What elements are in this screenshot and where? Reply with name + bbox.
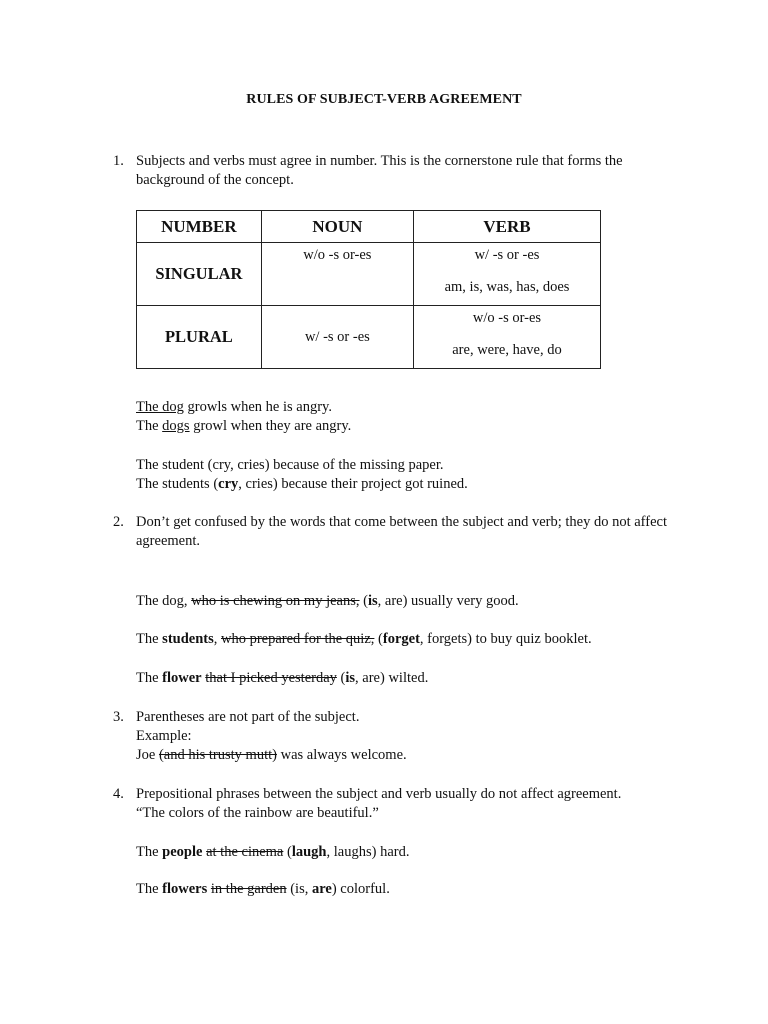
sentence-text: was always welcome. (276, 747, 407, 763)
verb-examples: are, were, have, do (452, 342, 562, 358)
sentence-text: , are) wilted. (355, 670, 429, 686)
bold-subject: people (162, 844, 203, 860)
sentence-text: The (136, 881, 163, 897)
sentence-text: The (136, 844, 163, 860)
sentence-text: growl when they are angry. (189, 418, 352, 434)
bold-subject: students (162, 631, 214, 647)
table-header-row (137, 211, 601, 243)
column-header: NOUN (261, 211, 413, 243)
verb-examples: am, is, was, has, does (444, 279, 570, 295)
noun-form: w/ -s or -es (304, 328, 370, 345)
example-sentence (136, 475, 468, 494)
rule-number: 1. (113, 153, 124, 169)
sentence-text: ( (336, 670, 346, 686)
rule-1 (113, 152, 673, 190)
bold-subject: flower (162, 670, 202, 686)
sentence-text: , cries) because their project got ruined. (238, 476, 468, 492)
struck-phrase: in the garden (210, 881, 287, 897)
row-header: PLURAL (137, 306, 262, 369)
bold-subject: flowers (162, 881, 208, 897)
rule-text: Prepositional phrases between the subject and verb usually do not affect agreement. (136, 786, 622, 802)
example-sentence (136, 746, 407, 765)
rule-number: 3. (113, 709, 124, 725)
table-cell (414, 243, 601, 306)
rule-text: Subjects and verbs must agree in number. This is the cornerstone rule that forms the background of the concept. (136, 153, 623, 188)
sentence-text: ( (283, 844, 292, 860)
column-header: VERB (414, 211, 601, 243)
rule-2 (113, 513, 673, 551)
sentence-text: The (136, 631, 163, 647)
sentence-text: The students ( (136, 476, 219, 492)
example-sentence (136, 456, 443, 475)
bold-verb: forget (382, 631, 420, 647)
verb-cell (414, 306, 600, 360)
verb-cell (414, 243, 600, 297)
sentence-text: The student (cry, cries) because of the missing paper. (136, 457, 444, 473)
bold-verb: are (311, 881, 332, 897)
sentence-text: (is, (286, 881, 312, 897)
verb-form: w/ -s or -es (474, 247, 540, 263)
sentence-text: , are) usually very good. (377, 593, 519, 609)
table-row (137, 306, 601, 369)
underlined-subject: The dog (136, 399, 184, 415)
sentence-text: The (136, 670, 163, 686)
example-sentence (136, 630, 592, 649)
sentence-text: The dog, (136, 593, 192, 609)
example-sentence (136, 417, 351, 436)
sentence-text: Joe (136, 747, 159, 763)
struck-phrase: at the cinema (206, 844, 284, 860)
table-cell (414, 306, 601, 369)
sentence-text: ( (359, 593, 368, 609)
bold-verb: is (367, 593, 378, 609)
struck-phrase: who is chewing on my jeans, (191, 593, 360, 609)
quoted-example: “The colors of the rainbow are beautiful.” (136, 805, 379, 821)
verb-form: w/o -s or-es (472, 310, 542, 326)
sentence-text: ) colorful. (331, 881, 390, 897)
struck-phrase: who prepared for the quiz, (221, 631, 375, 647)
table-cell (261, 306, 413, 369)
rule-number: 2. (113, 514, 124, 530)
sentence-text: ( (374, 631, 383, 647)
sentence-text: growls when he is angry. (183, 399, 332, 415)
sentence-text: The (136, 418, 163, 434)
example-sentence (136, 669, 428, 688)
noun-form: w/o -s or-es (303, 247, 372, 263)
rule-text: Don’t get confused by the words that come between the subject and verb; they do not affect agreement. (136, 514, 667, 549)
page-title: RULES OF SUBJECT-VERB AGREEMENT (246, 92, 522, 107)
struck-phrase: that I picked yesterday (205, 670, 337, 686)
rule-number: 4. (113, 786, 124, 802)
rule-text: Parentheses are not part of the subject. (136, 709, 360, 725)
bold-verb: laugh (291, 844, 327, 860)
rule-3 (113, 708, 673, 727)
sentence-text: , (213, 631, 221, 647)
table-cell (261, 243, 413, 306)
column-header: NUMBER (137, 211, 262, 243)
bold-verb: cry (218, 476, 239, 492)
agreement-table (136, 210, 601, 369)
example-sentence (136, 880, 390, 899)
table-row (137, 243, 601, 306)
struck-phrase: (and his trusty mutt) (158, 747, 277, 763)
row-header: SINGULAR (137, 243, 262, 306)
example-sentence (136, 843, 409, 862)
underlined-subject: dogs (162, 418, 190, 434)
sentence-text: , laughs) hard. (326, 844, 410, 860)
sentence-text: , forgets) to buy quiz booklet. (419, 631, 592, 647)
example-sentence (136, 592, 519, 611)
bold-verb: is (345, 670, 356, 686)
example-label: Example: (136, 728, 192, 744)
example-sentence (136, 398, 332, 417)
rule-4 (113, 785, 673, 804)
